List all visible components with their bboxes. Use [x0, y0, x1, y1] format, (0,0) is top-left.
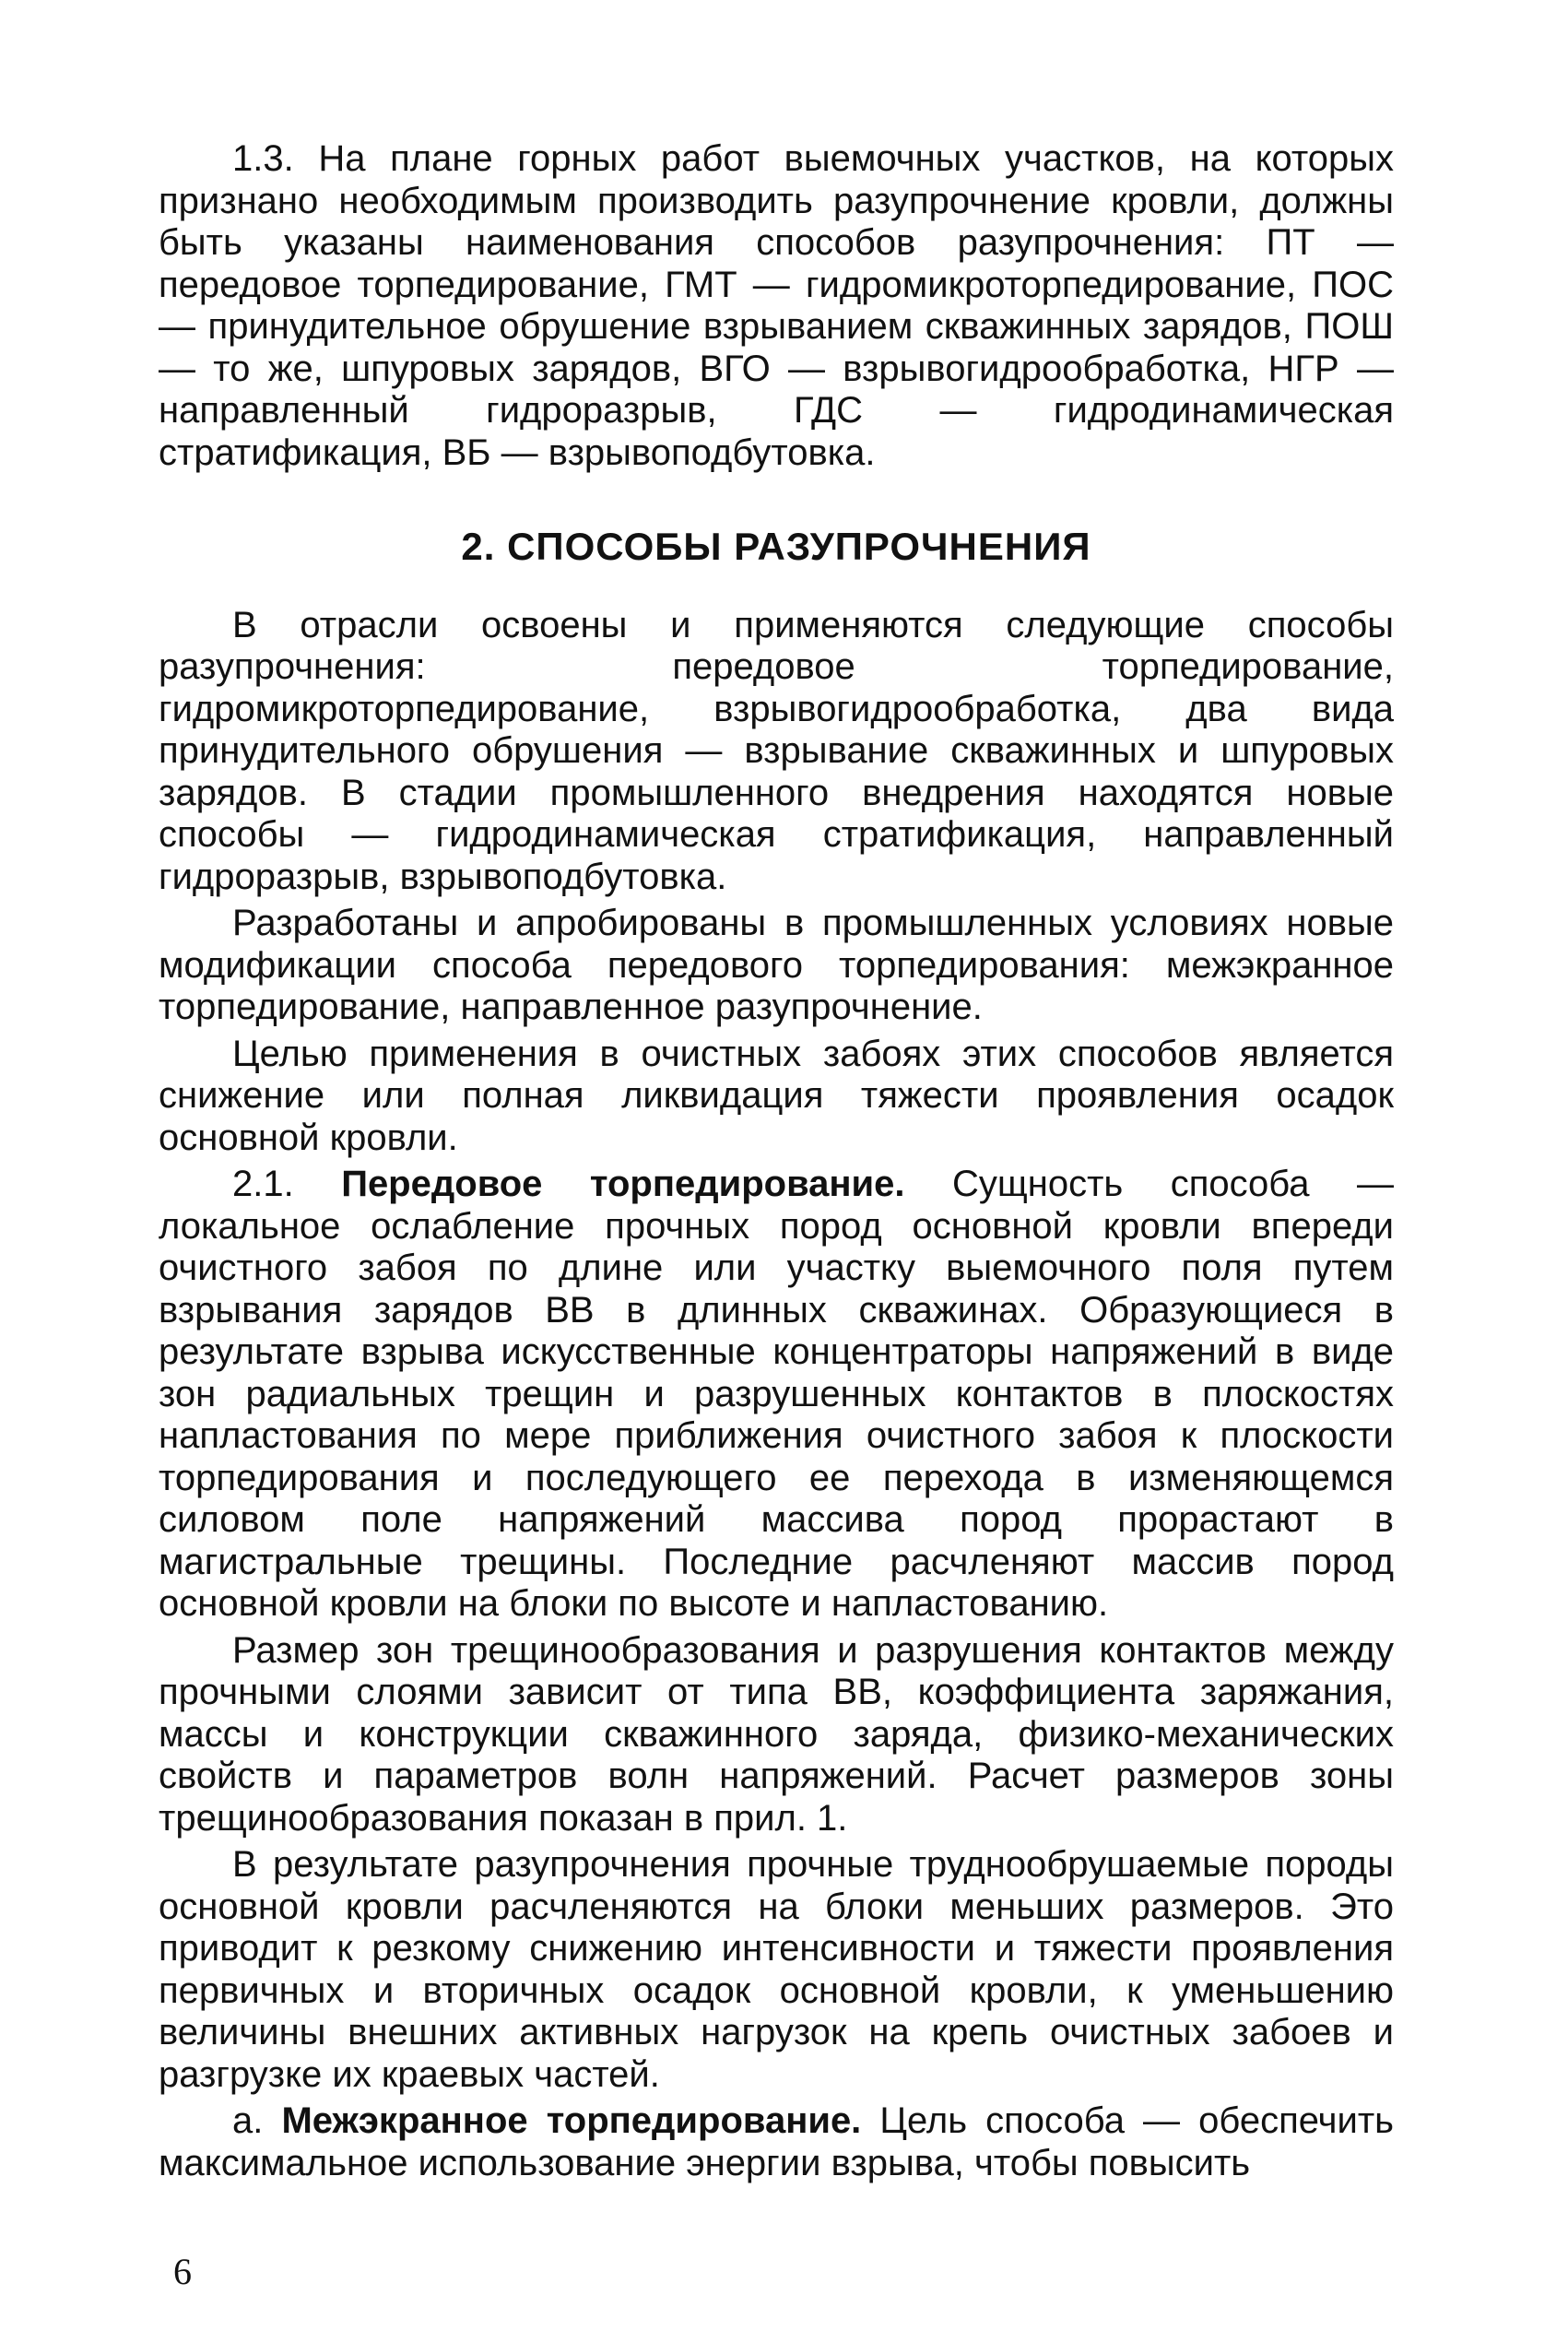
document-page: [159, 138, 1394, 2189]
paragraph-zone-size: Размер зон трещинообразования и разрушения контактов между прочными слоями зависит от типа ВВ, коэффициента заряжания, массы и конструкции скважинного заряда, физико-механических свойств и параметров волн напряжений. Расчет размеров зоны трещинообразования показан в прил. 1.: [159, 1629, 1394, 1839]
paragraph-methods-list: В отрасли освоены и применяются следующие способы разупрочнения: передовое торпедирование, гидромикроторпедирование, взрывогидрообработка, два вида принудительного обрушения — взрывание скважинных и шпуровых зарядов. В стадии промышленного внедрения находятся новые способы — гидродинамическая стратификация, направленный гидроразрыв, взрывоподбутовка.: [159, 604, 1394, 897]
subsection-title: Передовое торпедирование.: [341, 1164, 905, 1204]
page-number: 6: [173, 2251, 192, 2292]
subsection-a-number: а.: [232, 2100, 282, 2141]
paragraph-purpose: Целью применения в очистных забоях этих способов является снижение или полная ликвидация тяжести проявления осадок основной кровли.: [159, 1033, 1394, 1158]
subsection-a-title: Межэкранное торпедирование.: [281, 2100, 862, 2141]
subsection-number: 2.1.: [232, 1164, 342, 1204]
subsection-text: Сущность способа — локальное ослабление прочных пород основной кровли впереди очистного забоя по длине или участку выемочного поля путем взрывания зарядов ВВ в длинных скважинах. Образующиеся в результате взрыва искусственные концентраторы напряжений в виде зон радиальных трещин и разрушенных контактов в плоскостях напластования по мере приближения очистного забоя к плоскости торпедирования и последующего ее перехода в изменяющемся силовом поле напряжений массива пород прорастают в магистральные трещины. Последние расчленяют массив пород основной кровли на блоки по высоте и напластованию.: [159, 1164, 1394, 1624]
paragraph-new-modifications: Разработаны и апробированы в промышленных условиях новые модификации способа передового торпедирования: межэкранное торпедирование, направленное разупрочнение.: [159, 903, 1394, 1027]
subsection-a-text: Цель способа — обеспечить максимальное использование энергии взрыва, чтобы повысить: [159, 2100, 1395, 2183]
paragraph-1-3: 1.3. На плане горных работ выемочных участков, на которых признано необходимым производить разупрочнение кровли, должны быть указаны наименования способов разупрочнения: ПТ — передовое торпедирование, ГМТ — гидромикроторпедирование, ПОС — принудительное обрушение взрыванием скважинных зарядов, ПОШ — то же, шпуровых зарядов, ВГО — взрывогидрообработка, НГР — направленный гидроразрыв, ГДС — гидродинамическая стратификация, ВБ — взрывоподбутовка.: [159, 138, 1394, 473]
section-heading: 2. СПОСОБЫ РАЗУПРОЧНЕНИЯ: [461, 525, 1091, 568]
paragraph-2-1: [159, 1164, 1394, 1626]
paragraph-result: В результате разупрочнения прочные труднообрушаемые породы основной кровли расчленяются на блоки меньших размеров. Это приводит к резкому снижению интенсивности и тяжести проявления первичных и вторичных осадок основной кровли, к уменьшению величины внешних активных нагрузок на крепь очистных забоев и разгрузке их краевых частей.: [159, 1844, 1394, 2095]
paragraph-a: [159, 2100, 1394, 2184]
